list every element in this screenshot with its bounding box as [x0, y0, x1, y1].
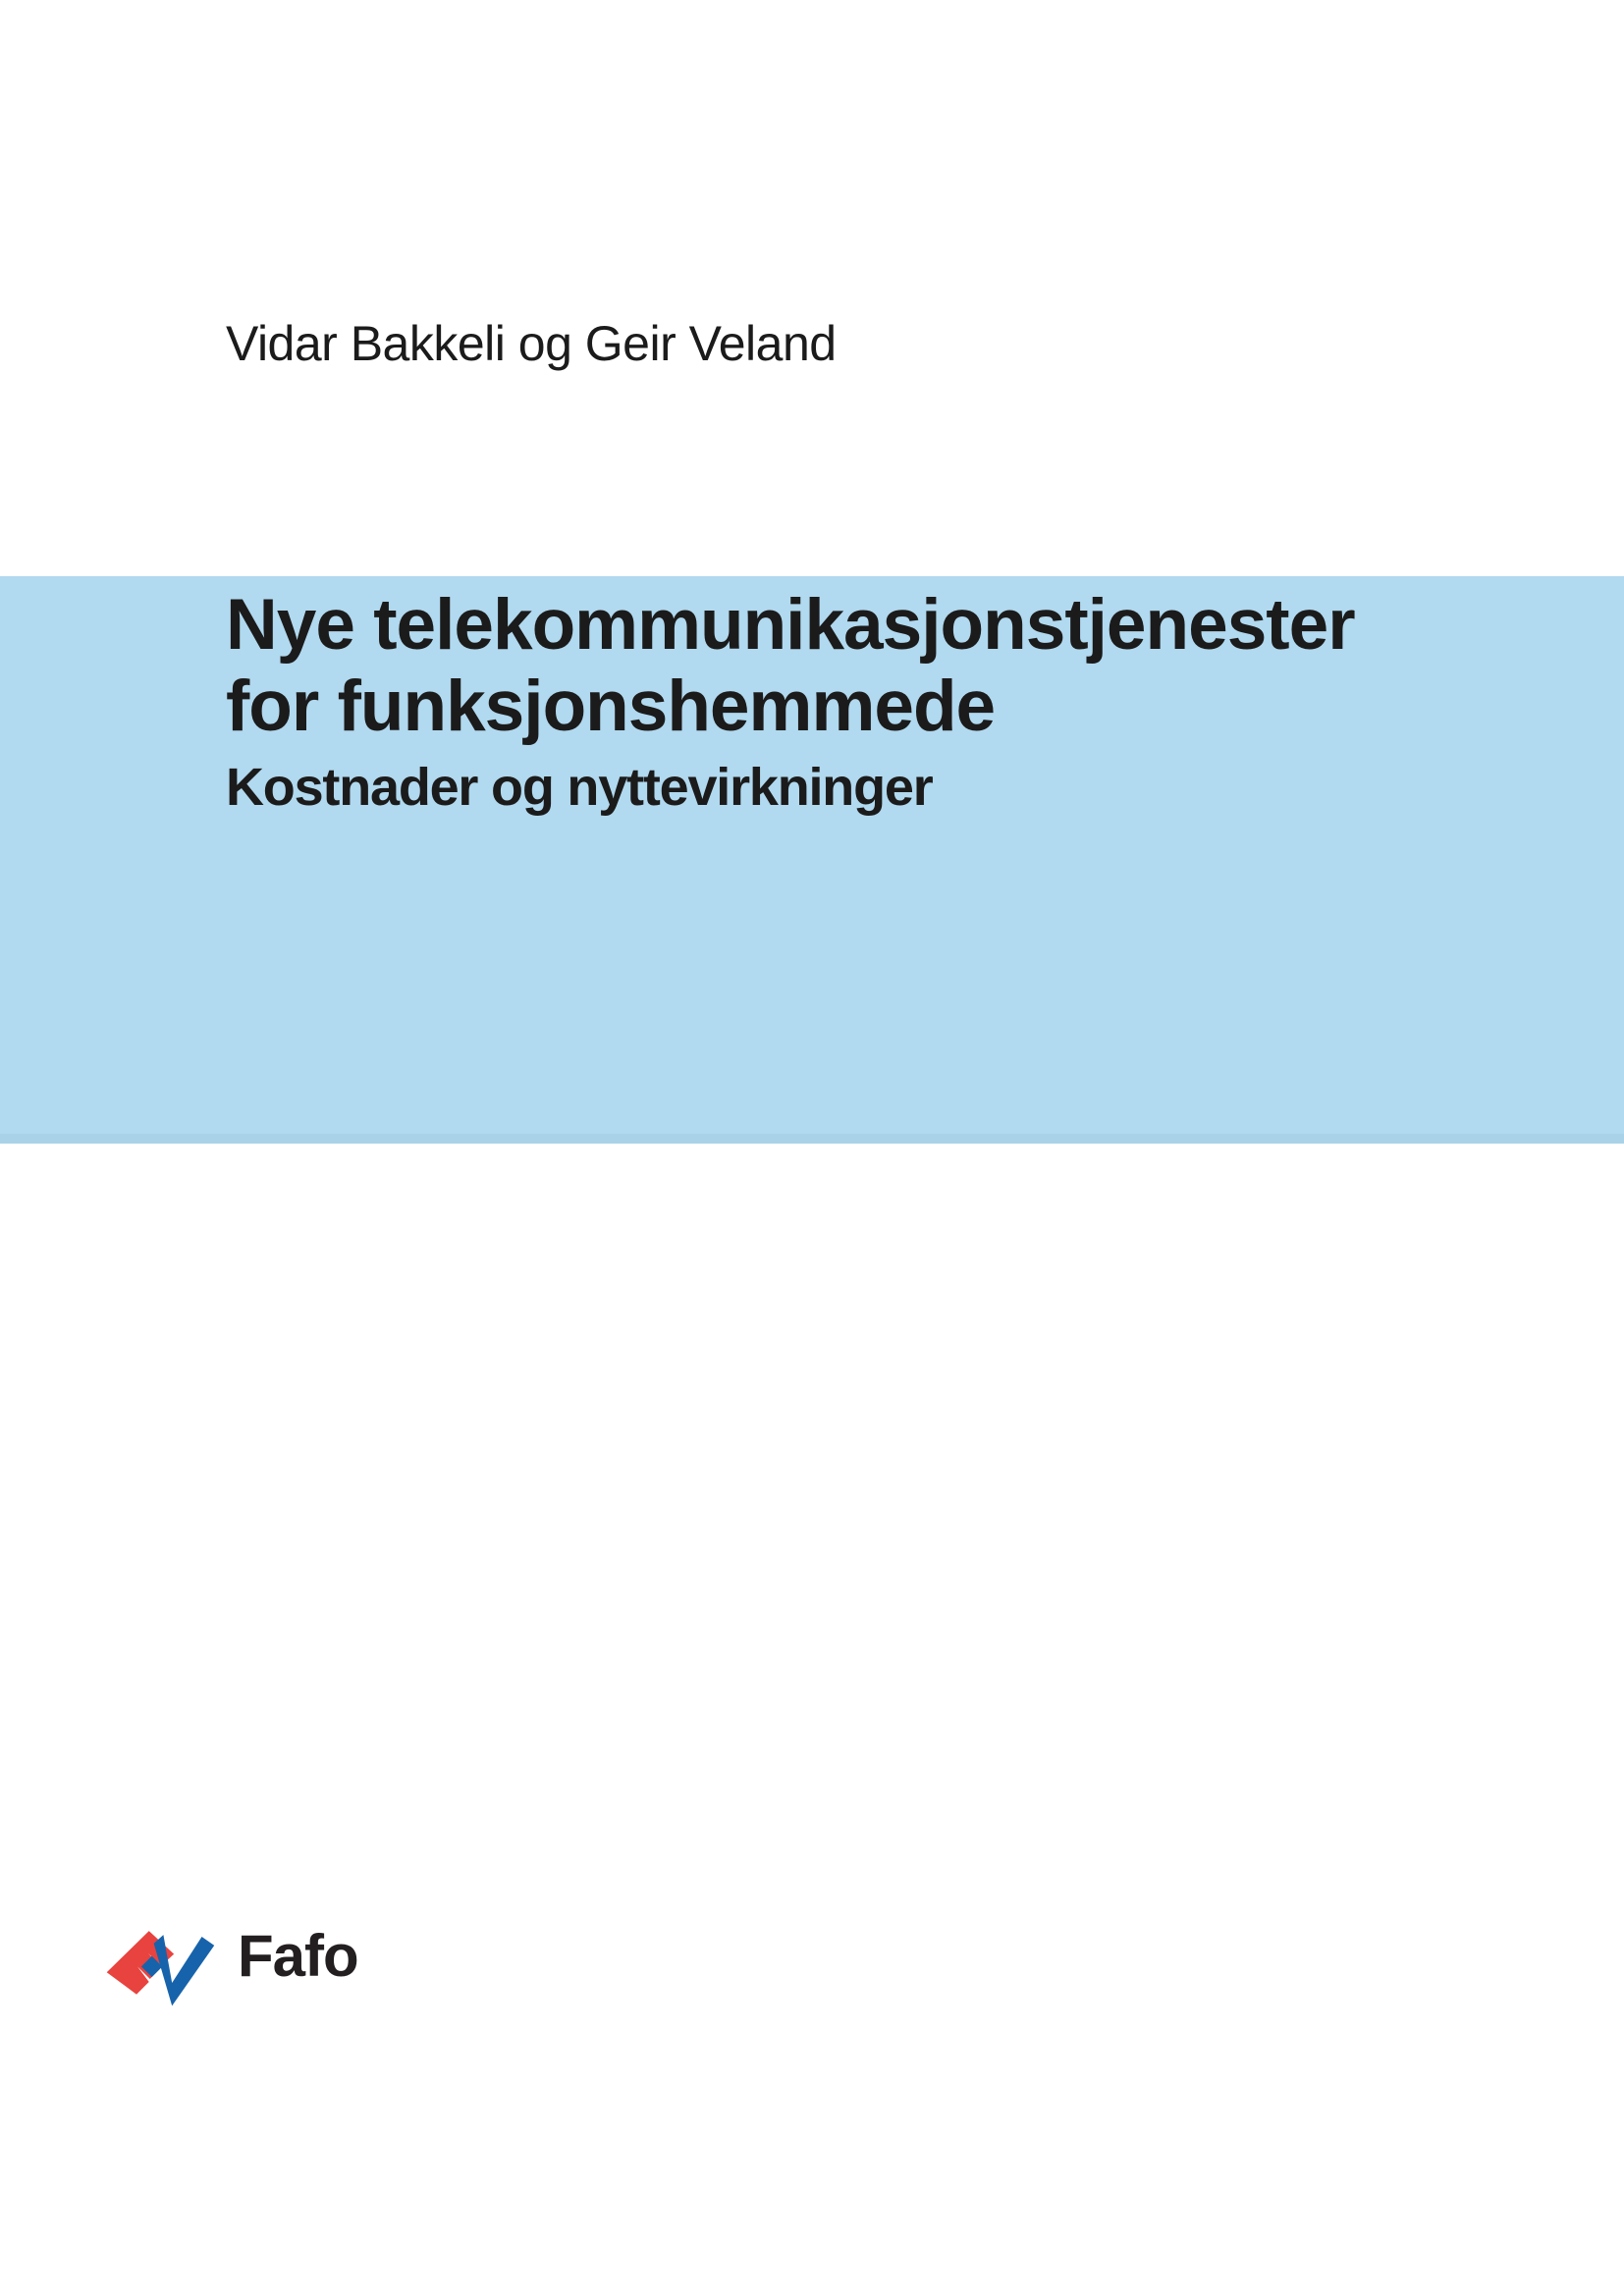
title-line-2: for funksjonshemmede: [226, 667, 996, 746]
fafo-logo-text: Fafo: [238, 1923, 358, 1989]
page-subtitle: Kostnader og nyttevirkninger: [226, 758, 933, 817]
fafo-logo: [94, 1904, 358, 2014]
title-line-1: Nye telekommunikasjonstjenester: [226, 585, 1355, 665]
author-line: Vidar Bakkeli og Geir Veland: [226, 316, 837, 371]
page-title: [226, 584, 1355, 747]
fafo-logo-icon: [94, 1904, 224, 2014]
